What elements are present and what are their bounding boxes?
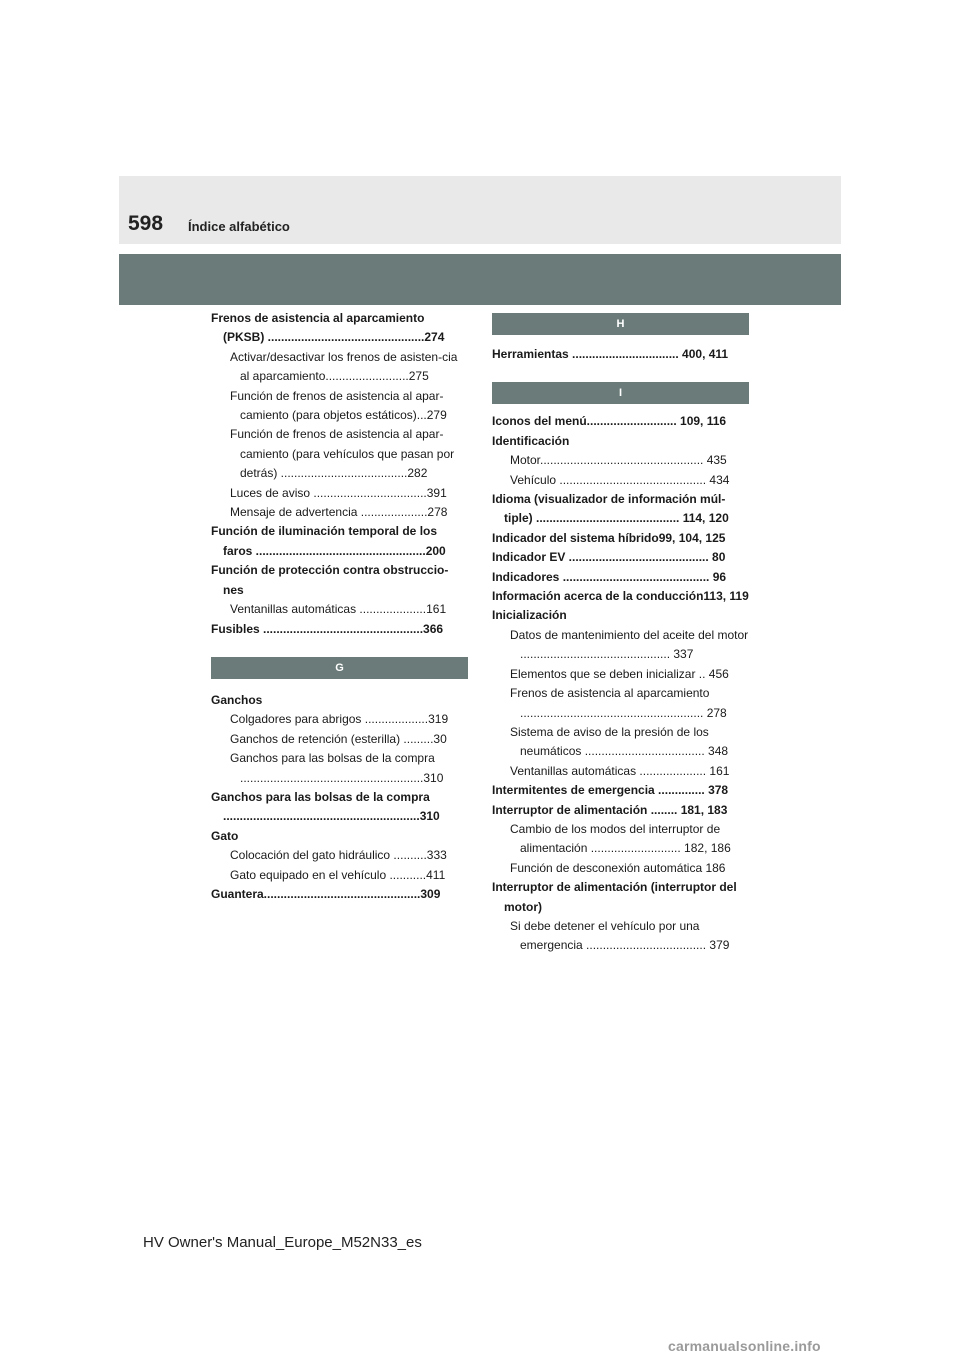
title-bar xyxy=(119,254,841,305)
index-subentry xyxy=(211,866,468,885)
letter-header-h: H xyxy=(492,313,749,335)
index-entry-text: Guantera...............................................309 xyxy=(211,886,441,901)
index-block-g xyxy=(211,691,468,904)
index-entry-text: Inicialización xyxy=(492,608,567,623)
index-subentry xyxy=(492,665,749,684)
index-entry xyxy=(492,548,749,567)
index-entry-text: Cambio de los modos del interruptor de alimentación ........................... 182, 186 xyxy=(510,821,731,856)
index-subentry xyxy=(492,471,749,490)
index-entry xyxy=(492,490,749,529)
index-entry-text: Indicador EV .......................................... 80 xyxy=(492,550,726,565)
index-entry xyxy=(492,878,749,917)
index-entry xyxy=(211,522,468,561)
index-block-i xyxy=(492,412,749,955)
index-entry-text: Ganchos xyxy=(211,692,263,707)
index-entry xyxy=(492,781,749,800)
index-entry-text: Sistema de aviso de la presión de los neumáticos .................................... 348 xyxy=(510,724,729,759)
index-entry-text: Motor................................................. 435 xyxy=(510,453,727,468)
index-entry-text: Luces de aviso ..................................391 xyxy=(230,485,447,500)
index-subentry xyxy=(492,859,749,878)
index-subentry xyxy=(492,762,749,781)
index-entry-text: Elementos que se deben inicializar .. 456 xyxy=(510,666,729,681)
index-subentry xyxy=(211,710,468,729)
index-entry-text: Indicadores ............................................ 96 xyxy=(492,569,727,584)
index-entry-text: Función de frenos de asistencia al apar-camiento (para objetos estáticos)...279 xyxy=(230,388,447,423)
index-column-right xyxy=(492,309,749,956)
index-entry-text: Ventanillas automáticas .................... 161 xyxy=(510,763,730,778)
index-entry-text: Frenos de asistencia al aparcamiento ....................................................... 278 xyxy=(510,686,727,720)
index-subentry xyxy=(211,846,468,865)
index-entry-text: Frenos de asistencia al aparcamiento (PKSB) ...............................................274 xyxy=(211,311,445,345)
index-entry xyxy=(492,606,749,625)
index-block-f xyxy=(211,309,468,639)
index-entry-text: Ventanillas automáticas ....................161 xyxy=(230,602,447,617)
section-title: Índice alfabético xyxy=(188,219,290,234)
index-entry xyxy=(211,561,468,600)
index-entry-text: Función de desconexión automática 186 xyxy=(510,860,726,875)
index-subentry xyxy=(492,917,749,956)
index-entry-text: Ganchos para las bolsas de la compra .......................................................310 xyxy=(230,751,444,785)
index-entry xyxy=(211,788,468,827)
index-entry-text: Vehículo ............................................ 434 xyxy=(510,472,730,487)
letter-header-i: I xyxy=(492,382,749,404)
index-entry-text: Interruptor de alimentación (interruptor del motor) xyxy=(492,880,737,914)
index-column-left xyxy=(211,309,468,904)
index-entry-text: Ganchos de retención (esterilla) .........30 xyxy=(230,731,447,746)
index-entry-text: Gato xyxy=(211,828,239,843)
index-entry-text: Ganchos para las bolsas de la compra ...........................................................310 xyxy=(211,789,440,824)
index-entry xyxy=(492,529,749,548)
index-subentry xyxy=(211,503,468,522)
index-entry-text: Idioma (visualizador de información múl-tiple) ........................................... 114, 120 xyxy=(492,492,729,526)
index-subentry xyxy=(211,484,468,503)
index-entry-text: Herramientas ................................ 400, 411 xyxy=(492,347,729,361)
index-entry-text: Colgadores para abrigos ...................319 xyxy=(230,712,449,727)
watermark: carmanualsonline.info xyxy=(668,1338,821,1354)
index-subentry xyxy=(492,626,749,665)
index-entry xyxy=(492,345,749,364)
index-entry xyxy=(492,432,749,451)
letter-header-g: G xyxy=(211,657,468,679)
index-entry xyxy=(211,885,468,904)
index-subentry xyxy=(211,749,468,788)
index-entry-text: Identificación xyxy=(492,433,570,448)
index-entry-text: Mensaje de advertencia ....................278 xyxy=(230,505,448,520)
index-entry-text: Función de iluminación temporal de los faros ...................................................200 xyxy=(211,524,446,558)
index-subentry xyxy=(492,723,749,762)
index-entry-text: Si debe detener el vehículo por una emergencia .................................... 379 xyxy=(510,918,730,953)
index-subentry xyxy=(492,451,749,470)
index-entry xyxy=(492,587,749,606)
index-block-h xyxy=(492,345,749,364)
index-entry xyxy=(211,620,468,639)
index-entry xyxy=(211,691,468,710)
index-subentry xyxy=(211,348,468,387)
index-entry-text: Fusibles ................................................366 xyxy=(211,621,444,636)
index-entry-text: Función de protección contra obstruccio-nes xyxy=(211,563,449,597)
index-entry-text: Función de frenos de asistencia al apar-camiento (para vehículos que pasan por detrás) ......................................282 xyxy=(230,427,455,481)
index-entry xyxy=(211,827,468,846)
index-entry-text: Interruptor de alimentación ........ 181, 183 xyxy=(492,802,728,817)
index-entry-text: Indicador del sistema híbrido99, 104, 125 xyxy=(492,530,726,545)
index-subentry xyxy=(211,600,468,619)
index-entry-text: Datos de mantenimiento del aceite del motor ............................................. 337 xyxy=(510,627,749,662)
index-entry xyxy=(211,309,468,348)
index-entry-text: Activar/desactivar los frenos de asisten-cia al aparcamiento.........................275 xyxy=(230,349,458,384)
index-subentry xyxy=(492,684,749,723)
index-subentry xyxy=(211,730,468,749)
index-entry xyxy=(492,568,749,587)
footer-manual-id: HV Owner's Manual_Europe_M52N33_es xyxy=(143,1234,422,1251)
index-entry-text: Intermitentes de emergencia .............. 378 xyxy=(492,783,729,798)
index-entry-text: Información acerca de la conducción113, 119 xyxy=(492,589,749,604)
index-subentry xyxy=(492,820,749,859)
index-entry-text: Colocación del gato hidráulico ..........333 xyxy=(230,848,447,863)
index-entry xyxy=(492,801,749,820)
page-number: 598 xyxy=(128,212,164,235)
index-entry xyxy=(492,412,749,431)
index-entry-text: Iconos del menú........................... 109, 116 xyxy=(492,414,727,429)
index-subentry xyxy=(211,387,468,426)
index-entry-text: Gato equipado en el vehículo ...........411 xyxy=(230,867,446,882)
index-subentry xyxy=(211,425,468,483)
